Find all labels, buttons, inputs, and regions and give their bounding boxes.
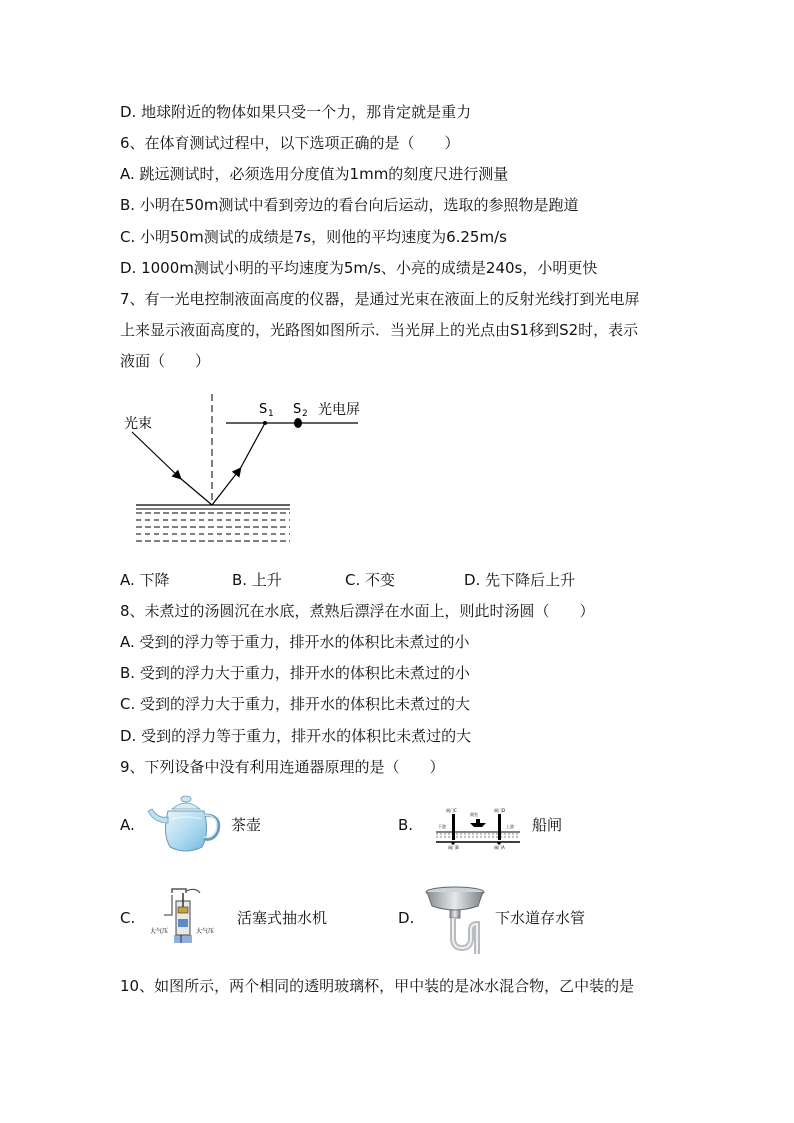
pump-atm-left-label: 大气压 (150, 928, 169, 935)
q8-stem: 8、未煮过的汤圆沉在水底，煮熟后漂浮在水面上，则此时汤圆（ ） (120, 602, 595, 620)
q6-stem: 6、在体育测试过程中，以下选项正确的是（ ） (120, 134, 460, 152)
q9-option-a-letter: A. (120, 816, 135, 834)
q7-option-d: D. 先下降后上升 (464, 571, 576, 589)
q7-option-a: A. 下降 (120, 571, 170, 589)
q7-option-c: C. 不变 (345, 571, 396, 589)
q6-option-c: C. 小明50m测试的成绩是7s，则他的平均速度为6.25m/s (120, 228, 507, 246)
beam-label: 光束 (124, 416, 152, 432)
lock-valve-a-label: 阀门A (494, 845, 505, 850)
q9-option-c-text: 活塞式抽水机 (237, 909, 328, 927)
s2-subscript: 2 (302, 409, 308, 419)
q7-light-path-diagram (118, 392, 368, 552)
q7-stem-line-1: 7、有一光电控制液面高度的仪器，是通过光束在液面上的反射光线打到光电屏 (120, 290, 640, 308)
s1-label: S (259, 402, 268, 417)
q9-option-d-text: 下水道存水管 (495, 909, 586, 927)
screen-label: 光电屏 (318, 402, 360, 418)
q8-option-c: C. 受到的浮力大于重力，排开水的体积比未煮过的大 (120, 695, 471, 713)
q9-stem: 9、下列设备中没有利用连通器原理的是（ ） (120, 758, 445, 776)
q8-option-a: A. 受到的浮力等于重力，排开水的体积比未煮过的小 (120, 633, 470, 651)
q8-option-b: B. 受到的浮力大于重力，排开水的体积比未煮过的小 (120, 664, 470, 682)
q7-stem-line-2: 上来显示液面高度的，光路图如图所示．当光屏上的光点由S1移到S2时，表示 (120, 321, 639, 339)
q5-option-d: D. 地球附近的物体如果只受一个力，那肯定就是重力 (120, 103, 472, 121)
q6-option-d: D. 1000m测试小明的平均速度为5m/s、小亮的成绩是240s，小明更快 (120, 259, 598, 277)
q10-stem: 10、如图所示，两个相同的透明玻璃杯，甲中装的是冰水混合物，乙中装的是 (120, 977, 635, 995)
q6-option-b: B. 小明在50m测试中看到旁边的看台向后运动，选取的参照物是跑道 (120, 196, 579, 214)
lock-chamber-label: 闸室 (470, 812, 478, 817)
q9-option-b-text: 船闸 (532, 816, 563, 834)
q6-option-a: A. 跳远测试时，必须选用分度值为1mm的刻度尺进行测量 (120, 165, 509, 183)
pump-atm-right-label: 大气压 (196, 928, 215, 935)
ship-lock-illustration (436, 806, 520, 850)
s1-point (263, 421, 267, 425)
q9-option-c-letter: C. (120, 909, 136, 927)
lock-gate-c-label: 闸门C (446, 808, 457, 813)
piston-pump-illustration (150, 885, 224, 945)
reflected-beam-arrow (212, 469, 240, 505)
lock-downstream-label: 下游 (438, 824, 446, 829)
q9-option-d-letter: D. (398, 909, 415, 927)
drain-trap-illustration (424, 886, 486, 956)
q9-option-b-letter: B. (398, 816, 414, 834)
teapot-illustration (146, 793, 226, 857)
q7-stem-line-3: 液面（ ） (120, 352, 211, 370)
lock-upstream-label: 上游 (506, 824, 514, 829)
s2-point (294, 418, 302, 428)
s1-subscript: 1 (268, 409, 274, 419)
q8-option-d: D. 受到的浮力等于重力，排开水的体积比未煮过的大 (120, 727, 472, 745)
q7-option-b: B. 上升 (232, 571, 282, 589)
s2-label: S (293, 402, 302, 417)
incident-beam-arrow (132, 432, 180, 478)
lock-valve-b-label: 阀门B (448, 845, 459, 850)
q9-option-a-text: 茶壶 (231, 816, 262, 834)
lock-gate-d-label: 闸门D (494, 808, 506, 813)
